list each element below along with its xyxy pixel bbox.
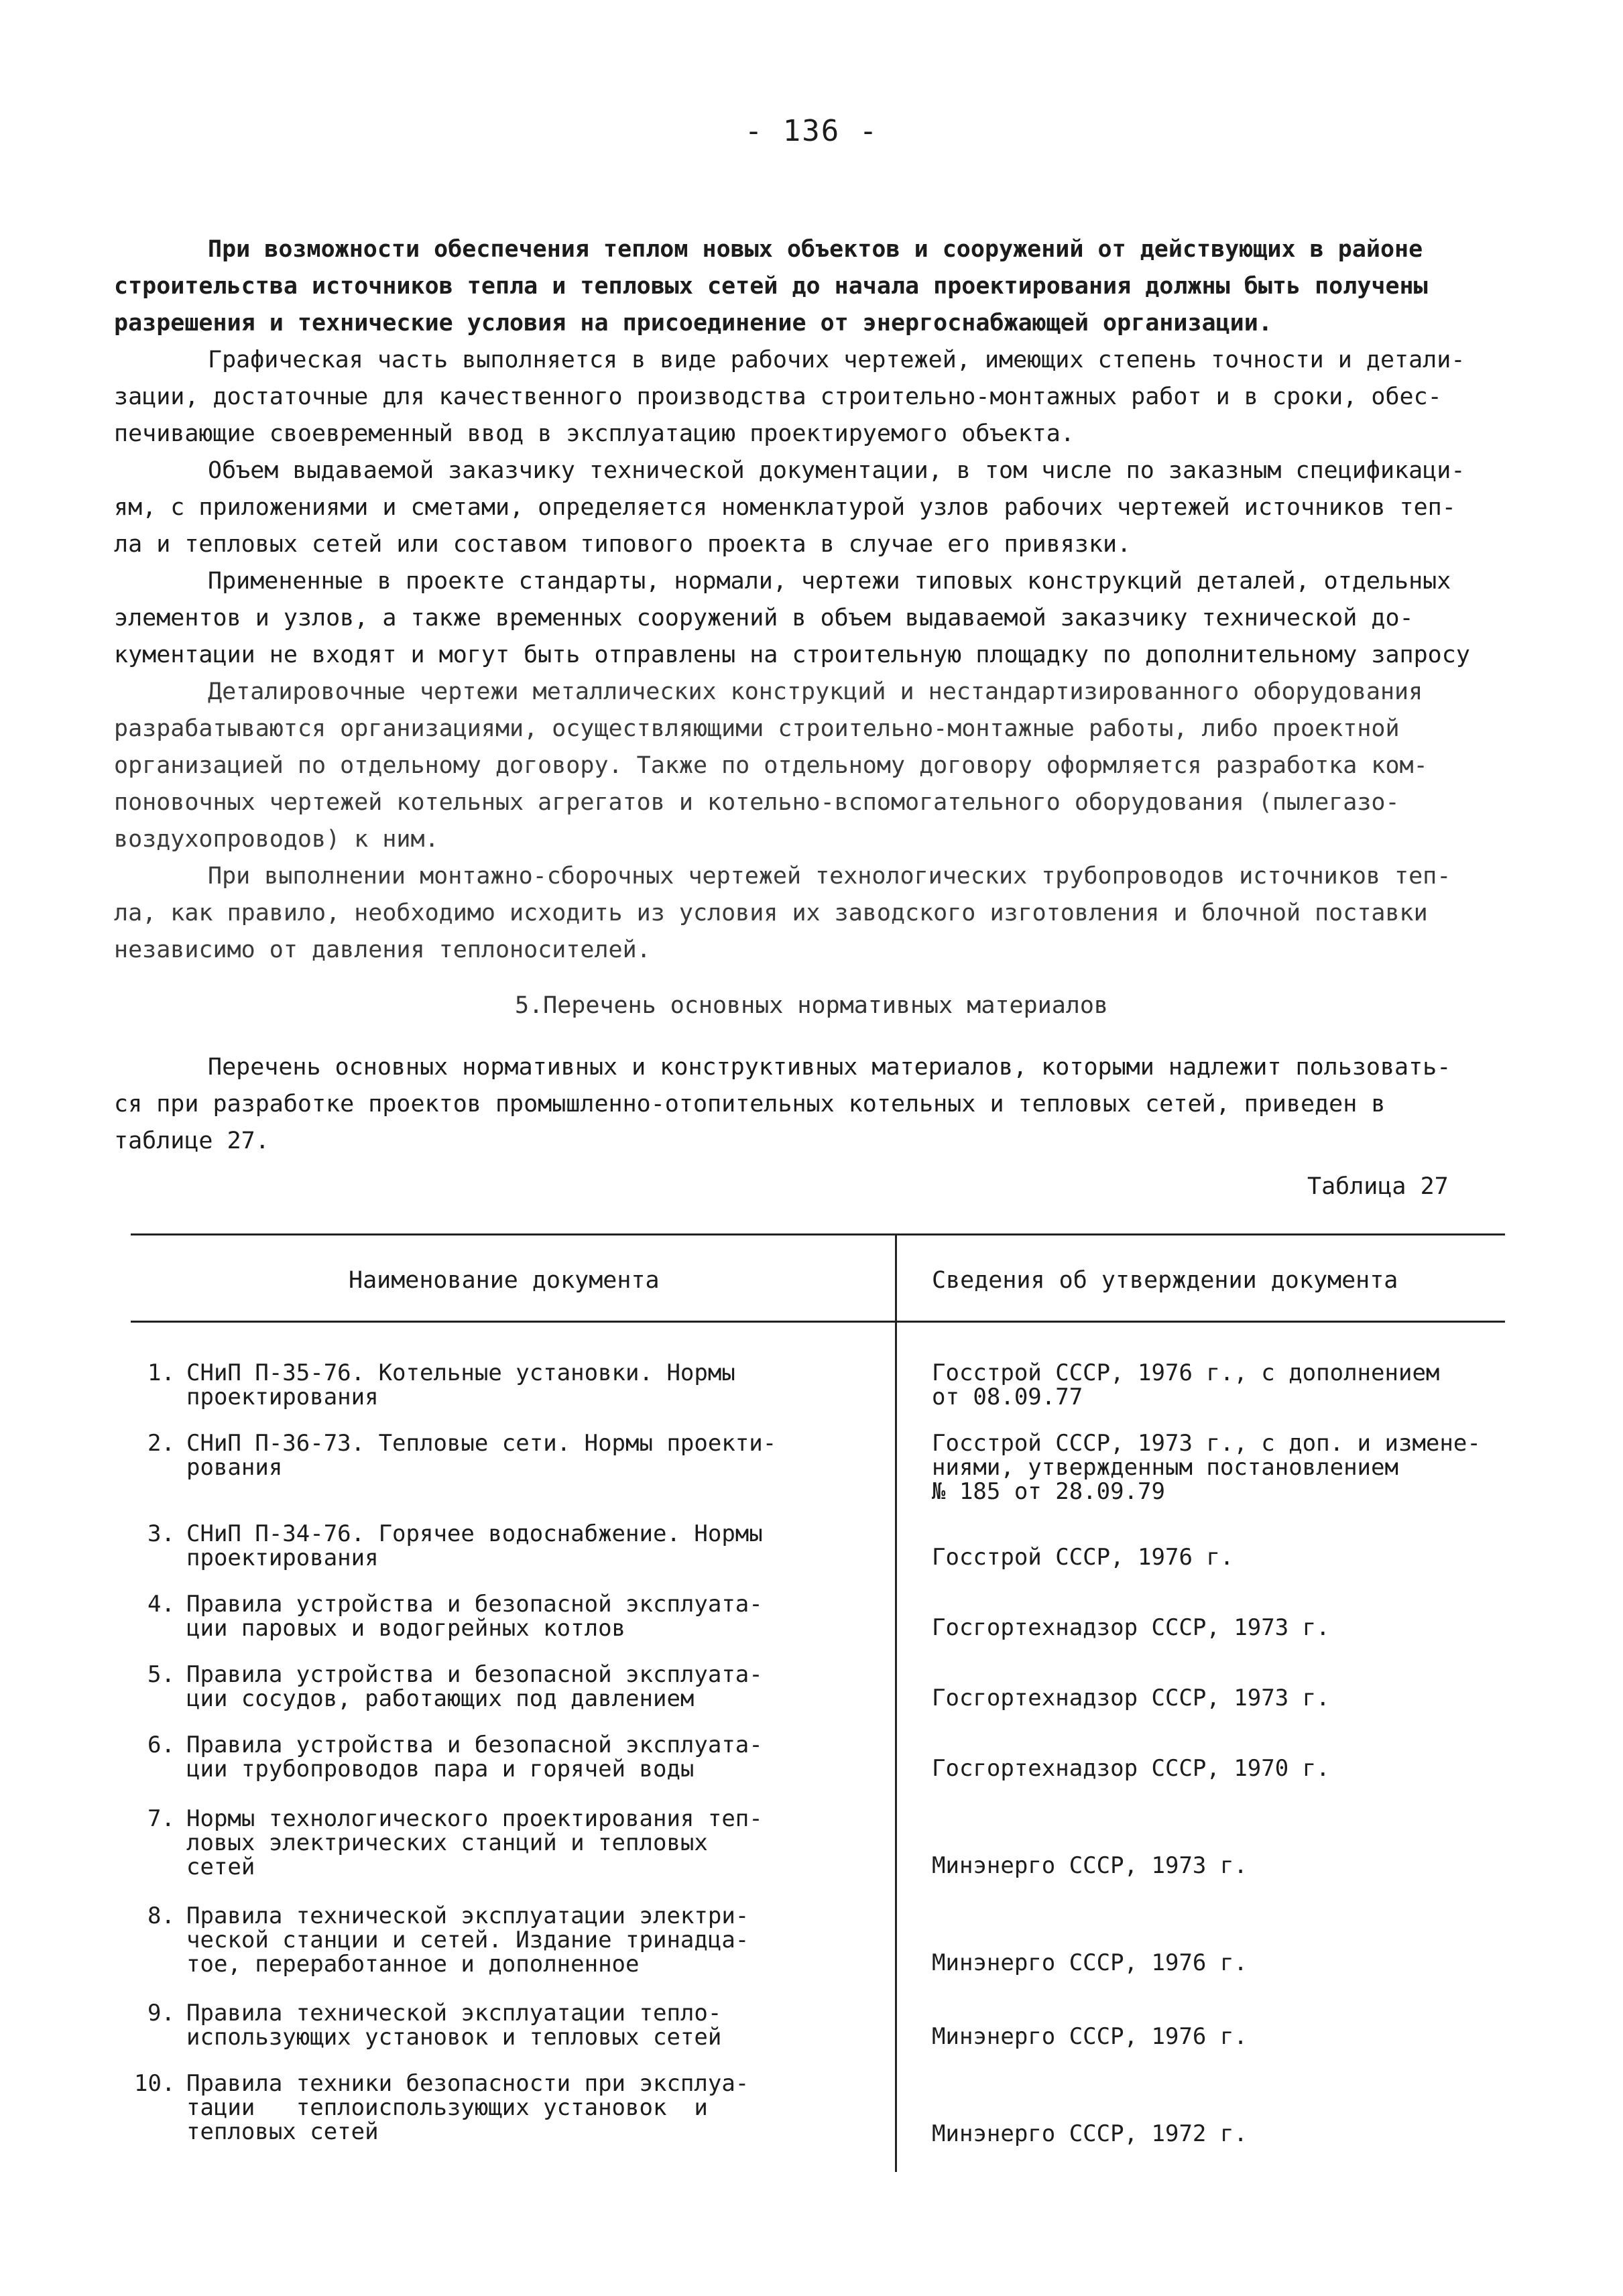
row-number: 3.	[147, 1520, 175, 1547]
intro-line: ся при разработке проектов промышленно-отопительных котельных и тепловых сетей, приведен в	[114, 1091, 1386, 1117]
paragraph-line: Деталировочные чертежи металлических конструкций и нестандартизированного оборудования	[208, 678, 1423, 705]
approval-line: ниями, утвержденным постановлением	[932, 1454, 1398, 1481]
paragraph-line: разрабатываются организациями, осуществляющими строительно-монтажные работы, либо проектной	[114, 715, 1400, 742]
document-name-line: Нормы технологического проектирования теп-	[186, 1805, 763, 1832]
approval-line: Госстрой СССР, 1976 г., с дополнением	[932, 1360, 1440, 1386]
approval-line: от 08.09.77	[932, 1384, 1083, 1410]
table-row-name	[134, 1663, 763, 1711]
body-paragraphs	[114, 231, 1535, 969]
paragraph-line: ла и тепловых сетей или составом типового проекта в случае его привязки.	[114, 531, 1132, 558]
table-row-approval	[932, 1686, 1330, 1710]
approval-line: Госстрой СССР, 1973 г., с доп. и измене-	[932, 1430, 1481, 1457]
paragraph-line: организацией по отдельному договору. Также по отдельному договору оформляется разработка ком-	[114, 752, 1428, 779]
document-name-line: Правила устройства и безопасной эксплуата-	[186, 1661, 763, 1688]
table-row-approval	[932, 2025, 1248, 2049]
section-title: 5.Перечень основных нормативных материалов	[514, 992, 1108, 1019]
table-row-approval	[932, 1756, 1330, 1780]
table-header-document-name: Наименование документа	[349, 1267, 660, 1294]
document-name-line: сетей	[186, 1854, 255, 1880]
paragraph	[114, 342, 1535, 452]
document-name-line: проектирования	[186, 1545, 379, 1571]
approval-line: Госгортехнадзор СССР, 1973 г.	[932, 1614, 1330, 1641]
table-header-approval: Сведения об утверждении документа	[932, 1267, 1398, 1294]
document-name-line: тепловых сетей	[186, 2118, 379, 2145]
table-row-name	[134, 2071, 749, 2144]
document-name-line: Правила устройства и безопасной эксплуата-	[186, 1591, 763, 1618]
table-top-rule	[131, 1233, 1505, 1235]
intro-line: Перечень основных нормативных и конструктивных материалов, которыми надлежит пользовать-	[208, 1054, 1451, 1081]
approval-line: Минэнерго СССР, 1973 г.	[932, 1852, 1248, 1879]
paragraph-line: зации, достаточные для качественного производства строительно-монтажных работ и в сроки, обес-	[114, 383, 1442, 410]
table-caption: Таблица 27	[1307, 1173, 1449, 1200]
paragraph	[114, 452, 1535, 563]
intro-paragraph	[114, 1049, 1535, 1160]
table-row-approval	[932, 1854, 1248, 1878]
approval-line: Госстрой СССР, 1976 г.	[932, 1544, 1234, 1571]
table-row-name	[134, 2001, 721, 2049]
table-row-name	[134, 1522, 763, 1570]
row-number: 9.	[147, 2000, 175, 2027]
document-name-line: ловых электрических станций и тепловых	[186, 1829, 708, 1856]
table-row-name	[134, 1431, 776, 1479]
document-name-line: использующих установок и тепловых сетей	[186, 2024, 722, 2051]
paragraph	[114, 231, 1535, 342]
paragraph-line: разрешения и технические условия на присоединение от энергоснабжающей организации.	[114, 310, 1272, 337]
row-number: 10.	[134, 2070, 176, 2097]
table-row-approval	[932, 1361, 1439, 1409]
document-name-line: ческой станции и сетей. Издание тринадца-	[186, 1927, 749, 1953]
document-name-line: СНиП П-36-73. Тепловые сети. Нормы проекти-	[186, 1430, 777, 1457]
paragraph-line: независимо от давления теплоносителей.	[114, 936, 651, 963]
table-row-approval	[932, 1616, 1330, 1640]
paragraph-line: строительства источников тепла и тепловых сетей до начала проектирования должны быть получены	[114, 273, 1428, 300]
table-row-approval	[932, 1431, 1481, 1504]
document-name-line: Правила технической эксплуатации электри-	[186, 1902, 749, 1929]
approval-line: Госгортехнадзор СССР, 1973 г.	[932, 1685, 1330, 1711]
approval-line: Госгортехнадзор СССР, 1970 г.	[932, 1755, 1330, 1782]
paragraph-line: Графическая часть выполняется в виде рабочих чертежей, имеющих степень точности и детали-	[208, 347, 1465, 373]
row-number: 5.	[147, 1661, 175, 1688]
approval-line: Минэнерго СССР, 1976 г.	[932, 1949, 1248, 1976]
table-row-approval	[932, 1545, 1234, 1569]
document-name-line: ции трубопроводов пара и горячей воды	[186, 1756, 695, 1783]
row-number: 1.	[147, 1360, 175, 1386]
document-name-line: рования	[186, 1454, 283, 1481]
document-name-line: СНиП П-34-76. Горячее водоснабжение. Нормы	[186, 1520, 763, 1547]
paragraph	[114, 563, 1535, 674]
table-row-approval	[932, 1951, 1248, 1975]
row-number: 8.	[147, 1902, 175, 1929]
row-number: 4.	[147, 1591, 175, 1618]
table-row-name	[134, 1807, 763, 1879]
table-row-name	[134, 1904, 749, 1976]
document-name-line: ции сосудов, работающих под давлением	[186, 1685, 695, 1712]
paragraph-line: печивающие своевременный ввод в эксплуатацию проектируемого объекта.	[114, 420, 1075, 447]
paragraph-line: воздухопроводов) к ним.	[114, 826, 439, 853]
table-column-divider	[895, 1233, 897, 2172]
table-row-approval	[932, 2122, 1248, 2146]
row-number: 2.	[147, 1430, 175, 1457]
row-number: 6.	[147, 1732, 175, 1758]
paragraph-line: Примененные в проекте стандарты, нормали, чертежи типовых конструкций деталей, отдельных	[208, 568, 1451, 595]
paragraph-line: Объем выдаваемой заказчику технической документации, в том числе по заказным спецификаци-	[208, 457, 1465, 484]
document-name-line: ции паровых и водогрейных котлов	[186, 1615, 626, 1642]
paragraph-line: ла, как правило, необходимо исходить из условия их заводского изготовления и блочной поставки	[114, 900, 1428, 926]
paragraph	[114, 858, 1535, 969]
table-row-name	[134, 1733, 763, 1781]
approval-line: Минэнерго СССР, 1972 г.	[932, 2120, 1248, 2147]
approval-line: Минэнерго СССР, 1976 г.	[932, 2023, 1248, 2050]
paragraph-line: кументации не входят и могут быть отправлены на строительную площадку по дополнительному запросу	[114, 642, 1470, 668]
paragraph-line: При выполнении монтажно-сборочных чертежей технологических трубопроводов источников теп-	[208, 863, 1451, 890]
paragraph-line: ям, с приложениями и сметами, определяется номенклатурой узлов рабочих чертежей источников теп-	[114, 494, 1456, 521]
intro-line: таблице 27.	[114, 1128, 269, 1154]
paragraph-line: поновочных чертежей котельных агрегатов и котельно-вспомогательного оборудования (пылегазо-	[114, 789, 1400, 816]
document-name-line: проектирования	[186, 1384, 379, 1410]
row-number: 7.	[147, 1805, 175, 1832]
document-name-line: Правила техники безопасности при эксплуа-	[186, 2070, 749, 2097]
table-header-rule	[131, 1321, 1505, 1323]
paragraph	[114, 674, 1535, 858]
document-name-line: Правила технической эксплуатации тепло-	[186, 2000, 722, 2027]
page-number: - 136 -	[744, 114, 879, 148]
document-name-line: тое, переработанное и дополненное	[186, 1951, 640, 1978]
paragraph-line: элементов и узлов, а также временных сооружений в объем выдаваемой заказчику технической до-	[114, 605, 1414, 631]
table-row-name	[134, 1592, 763, 1640]
approval-line: № 185 от 28.09.79	[932, 1478, 1165, 1505]
document-name-line: тации теплоиспользующих установок и	[186, 2094, 708, 2121]
table-row-name	[134, 1361, 735, 1409]
document-name-line: Правила устройства и безопасной эксплуата-	[186, 1732, 763, 1758]
document-name-line: СНиП П-35-76. Котельные установки. Нормы	[186, 1360, 735, 1386]
paragraph-line: При возможности обеспечения теплом новых объектов и сооружений от действующих в районе	[208, 236, 1423, 263]
